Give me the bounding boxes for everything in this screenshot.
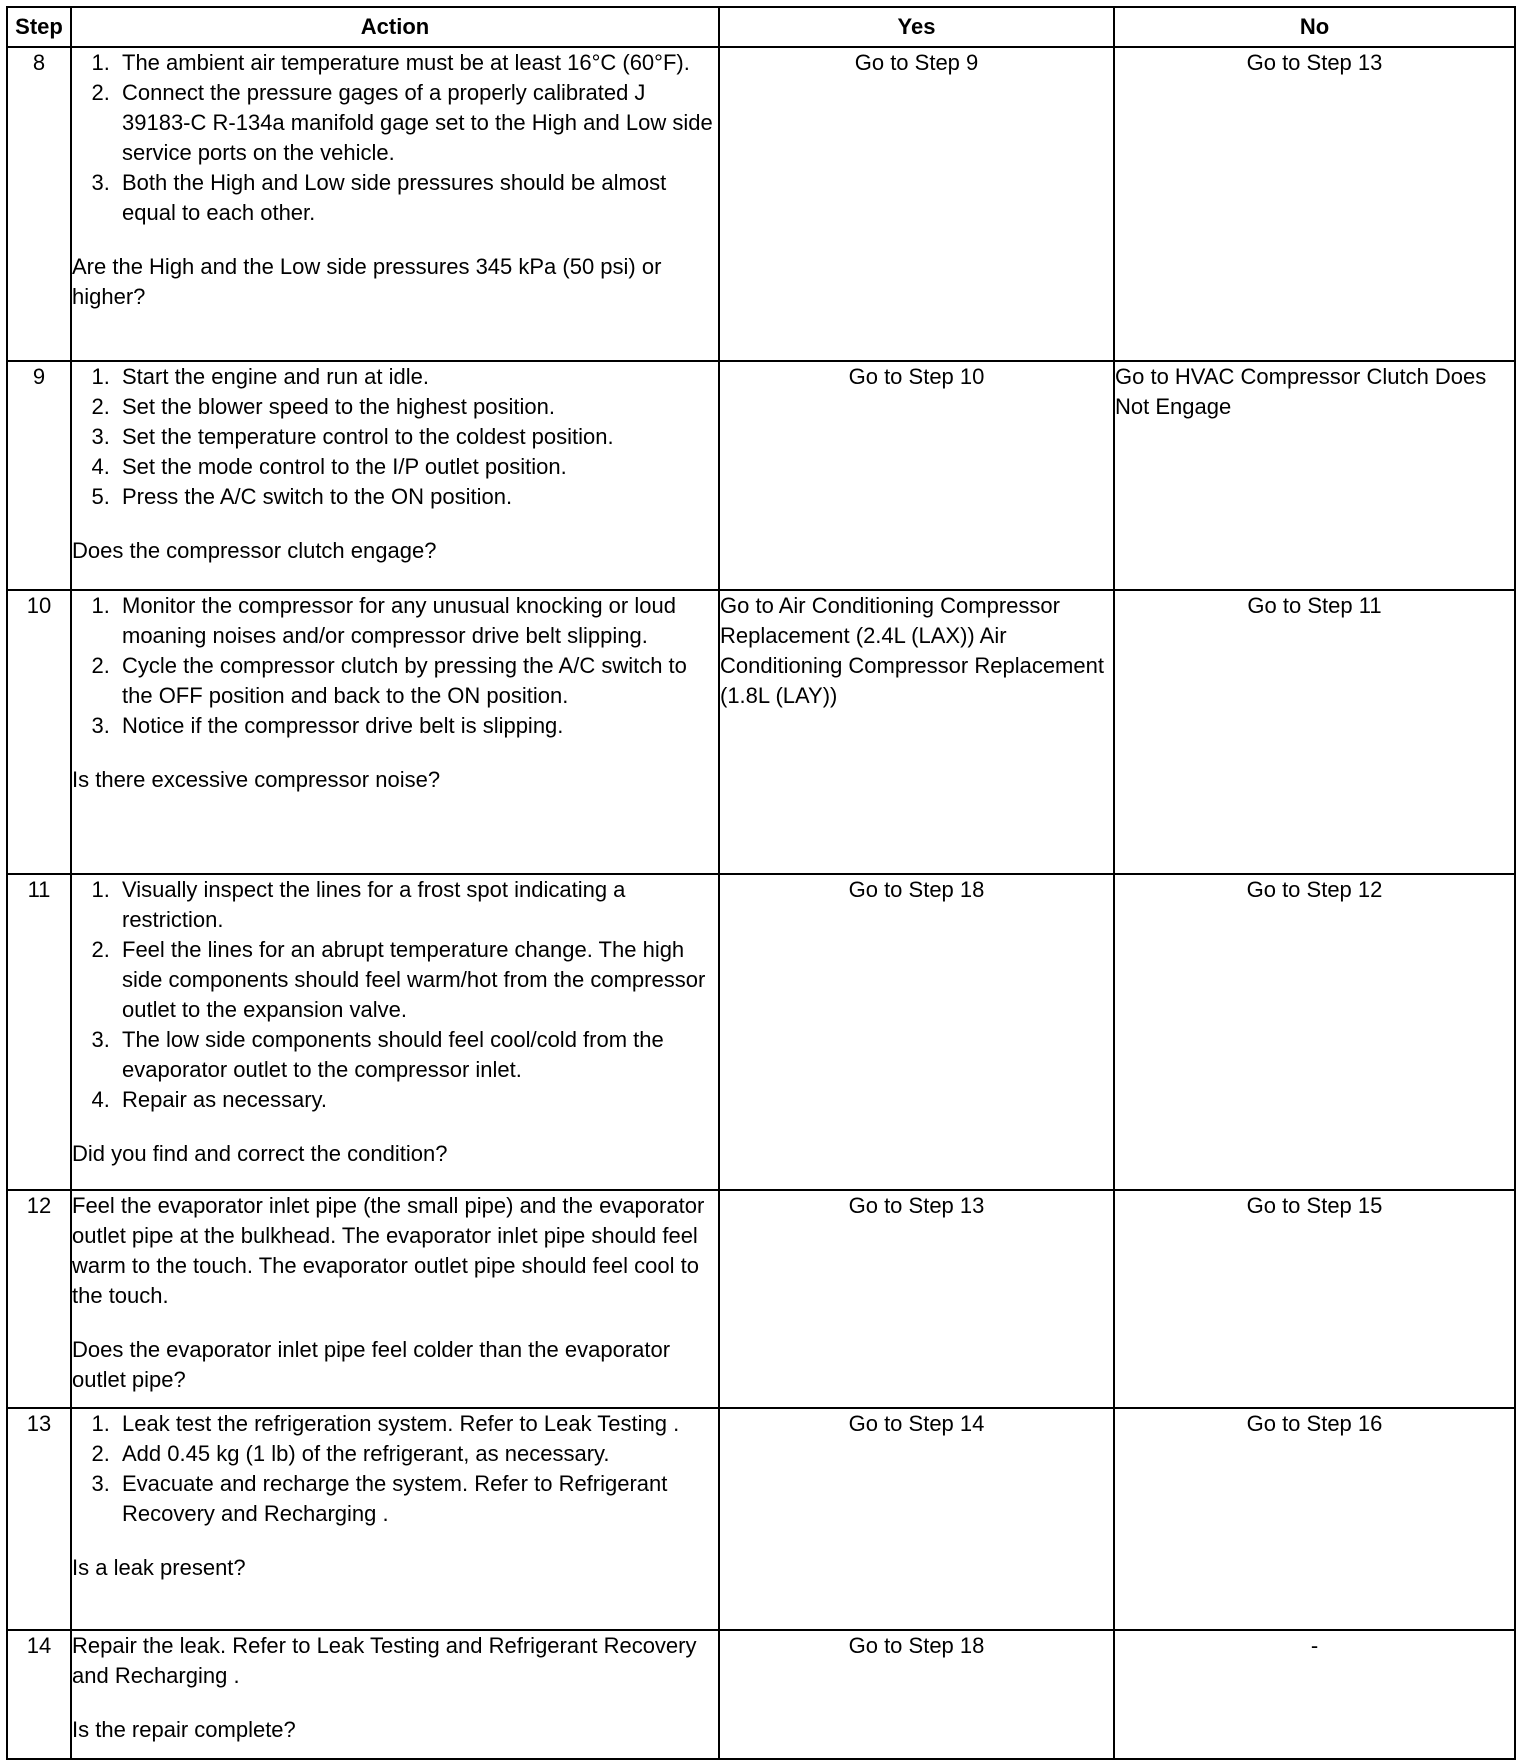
yes-result: Go to Step 18 — [719, 874, 1114, 1190]
action-question: Does the evaporator inlet pipe feel colder than the evaporator outlet pipe? — [72, 1337, 671, 1392]
action-cell — [71, 874, 719, 1190]
step-number: 11 — [7, 874, 71, 1190]
action-step: 1. The ambient air temperature must be at least 16°C (60°F). — [116, 48, 718, 78]
action-step: 1. Monitor the compressor for any unusual knocking or loud moaning noises and/or compressor drive belt slipping. — [116, 591, 718, 651]
no-result: Go to Step 16 — [1114, 1408, 1515, 1630]
action-step: 2. Feel the lines for an abrupt temperature change. The high side components should feel warm/hot from the compressor outlet to the expansion valve. — [116, 935, 718, 1025]
yes-result: Go to Step 10 — [719, 361, 1114, 590]
step-number: 13 — [7, 1408, 71, 1630]
action-step: 2. Add 0.45 kg (1 lb) of the refrigerant, as necessary. — [116, 1439, 718, 1469]
yes-result: Go to Step 9 — [719, 47, 1114, 361]
header-yes: Yes — [719, 7, 1114, 47]
action-question: Is there excessive compressor noise? — [72, 767, 441, 792]
action-question: Are the High and the Low side pressures 345 kPa (50 psi) or higher? — [72, 254, 662, 309]
action-paragraph: Feel the evaporator inlet pipe (the small pipe) and the evaporator outlet pipe at the bulkhead. The evaporator inlet pipe should feel warm to the touch. The evaporator outlet pipe should feel cool to the touch. — [72, 1193, 705, 1308]
action-question: Is a leak present? — [72, 1555, 246, 1580]
yes-result: Go to Air Conditioning Compressor Replacement (2.4L (LAX)) Air Conditioning Compressor Replacement (1.8L (LAY)) — [719, 590, 1114, 874]
header-no: No — [1114, 7, 1515, 47]
action-step: 1. Start the engine and run at idle. — [116, 362, 718, 392]
step-number: 12 — [7, 1190, 71, 1408]
action-step: 5. Press the A/C switch to the ON position. — [116, 482, 718, 512]
step-number: 14 — [7, 1630, 71, 1759]
no-result: - — [1114, 1630, 1515, 1759]
action-step: 4. Set the mode control to the I/P outlet position. — [116, 452, 718, 482]
table-row — [7, 47, 1515, 361]
action-step: 3. Both the High and Low side pressures should be almost equal to each other. — [116, 168, 718, 228]
step-number: 10 — [7, 590, 71, 874]
table-row — [7, 1408, 1515, 1630]
no-result: Go to Step 11 — [1114, 590, 1515, 874]
action-question: Did you find and correct the condition? — [72, 1141, 448, 1166]
action-cell — [71, 47, 719, 361]
yes-result: Go to Step 13 — [719, 1190, 1114, 1408]
action-cell — [71, 590, 719, 874]
action-steps — [72, 362, 718, 512]
no-result: Go to HVAC Compressor Clutch Does Not Engage — [1114, 361, 1515, 590]
action-steps — [72, 875, 718, 1115]
no-result: Go to Step 12 — [1114, 874, 1515, 1190]
action-step: 1. Visually inspect the lines for a frost spot indicating a restriction. — [116, 875, 718, 935]
header-row — [7, 7, 1515, 47]
table-row — [7, 1630, 1515, 1759]
table-row — [7, 874, 1515, 1190]
action-step: 3. Evacuate and recharge the system. Refer to Refrigerant Recovery and Recharging . — [116, 1469, 718, 1529]
no-result: Go to Step 15 — [1114, 1190, 1515, 1408]
action-step: 2. Set the blower speed to the highest position. — [116, 392, 718, 422]
table-row — [7, 1190, 1515, 1408]
yes-result: Go to Step 14 — [719, 1408, 1114, 1630]
action-step: 3. Set the temperature control to the coldest position. — [116, 422, 718, 452]
action-cell — [71, 1408, 719, 1630]
yes-result: Go to Step 18 — [719, 1630, 1114, 1759]
action-step: 1. Leak test the refrigeration system. Refer to Leak Testing . — [116, 1409, 718, 1439]
header-step: Step — [7, 7, 71, 47]
action-paragraph: Repair the leak. Refer to Leak Testing and Refrigerant Recovery and Recharging . — [72, 1633, 697, 1688]
action-step: 2. Connect the pressure gages of a properly calibrated J 39183-C R-134a manifold gage set to the High and Low side service ports on the vehicle. — [116, 78, 718, 168]
action-cell — [71, 1630, 719, 1759]
step-number: 8 — [7, 47, 71, 361]
action-question: Is the repair complete? — [72, 1717, 296, 1742]
table-row — [7, 590, 1515, 874]
action-steps — [72, 1409, 718, 1529]
action-cell — [71, 361, 719, 590]
action-step: 3. The low side components should feel cool/cold from the evaporator outlet to the compressor inlet. — [116, 1025, 718, 1085]
action-step: 2. Cycle the compressor clutch by pressing the A/C switch to the OFF position and back to the ON position. — [116, 651, 718, 711]
step-number: 9 — [7, 361, 71, 590]
diagnostic-table — [6, 6, 1516, 1760]
action-step: 4. Repair as necessary. — [116, 1085, 718, 1115]
action-cell — [71, 1190, 719, 1408]
action-steps — [72, 48, 718, 228]
no-result: Go to Step 13 — [1114, 47, 1515, 361]
action-steps — [72, 591, 718, 741]
action-question: Does the compressor clutch engage? — [72, 538, 437, 563]
header-action: Action — [71, 7, 719, 47]
action-step: 3. Notice if the compressor drive belt is slipping. — [116, 711, 718, 741]
table-row — [7, 361, 1515, 590]
